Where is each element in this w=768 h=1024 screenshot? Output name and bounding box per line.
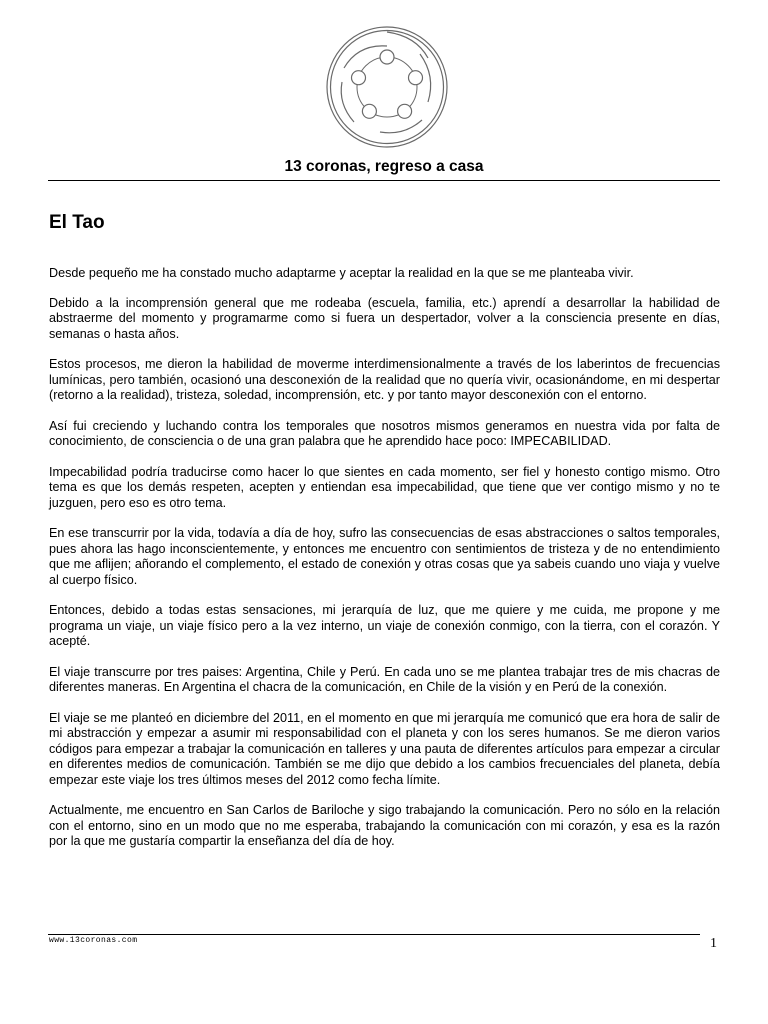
paragraph-3: Estos procesos, me dieron la habilidad de moverme interdimensionalmente a través de los laberintos de frecuencias lumínicas, pero también, ocasionó una desconexión de la realidad que no quería vivir, ocasionándome, en mi despertar (retorno a la realidad), tristeza, soledad, incomprensión, etc. y por tanto mayor desconexión con el entorno. — [49, 357, 720, 402]
header-divider — [48, 180, 720, 181]
footer-website-link[interactable]: www.13coronas.com — [49, 936, 138, 945]
body-text — [49, 266, 720, 865]
paragraph-4: Así fui creciendo y luchando contra los temporales que nosotros mismos generamos en nuestra vida por falta de conocimiento, de consciencia o de una gran palabra que he aprendido hace poco: IMPECABILIDAD. — [49, 418, 720, 448]
section-title: El Tao — [49, 212, 105, 233]
paragraph-7: Entonces, debido a todas estas sensaciones, mi jerarquía de luz, que me quiere y me cuida, me propone y me programa un viaje, un viaje físico pero a la vez interno, un viaje de conexión conmigo, con la tierra, con el corazón. Y acepté. — [49, 603, 720, 648]
paragraph-8: El viaje transcurre por tres paises: Argentina, Chile y Perú. En cada uno se me plantea trabajar tres de mis chacras de diferentes maneras. En Argentina el chacra de la comunicación, en Chile de la visión y en Perú de la conexión. — [49, 664, 720, 694]
paragraph-6: En ese transcurrir por la vida, todavía a día de hoy, sufro las consecuencias de esas abstracciones o saltos temporales, pues ahora las hago inconscientemente, y entonces me encuentro con sentimientos de tristeza y de no entendimiento que me aflijen; añorando el complemento, el estado de conexión y otras cosas que ya sabeis cuando uno viaja y vuelve al cuerpo físico. — [49, 526, 720, 587]
paragraph-2: Debido a la incomprensión general que me rodeaba (escuela, familia, etc.) aprendí a desarrollar la habilidad de abstraerme del momento y programarme como si fuera un despertador, volver a la consciencia presente en días, semanas o hasta años. — [49, 295, 720, 341]
document-header-title: 13 coronas, regreso a casa — [284, 158, 484, 175]
paragraph-1: Desde pequeño me ha constado mucho adaptarme y aceptar la realidad en la que se me planteaba vivir. — [49, 266, 634, 280]
footer-divider — [48, 934, 700, 935]
paragraph-5: Impecabilidad podría traducirse como hacer lo que sientes en cada momento, ser fiel y honesto contigo mismo. Otro tema es que los demás respeten, acepten y entiendan esa impecabilidad, que tiene que ver contigo mismo y no te juzguen, pero eso es otro tema. — [49, 464, 720, 510]
paragraph-9: El viaje se me planteó en diciembre del 2011, en el momento en que mi jerarquía me comunicó que era hora de salir de mi abstracción y empezar a asumir mi responsabilidad con el planeta y con los seres humanos. Se me dieron varios códigos para empezar a trabajar la comunicación en talleres y una pauta de diferentes artículos para empezar a circular en diferentes medios de comunicación. También se me dijo que debido a los cambios frecuenciales del planeta, debía empezar este viaje los tres últimos meses del 2012 como fecha límite. — [49, 710, 720, 787]
page-number: 1 — [710, 936, 717, 951]
circle-of-five-rings-logo — [324, 24, 450, 150]
paragraph-10: Actualmente, me encuentro en San Carlos de Bariloche y sigo trabajando la comunicación. Pero no sólo en la relación con el entorno, sino en un modo que no me esperaba, trabajando la comunicación con mi corazón, y esa es la razón por la que me gustaría compartir la enseñanza del día de hoy. — [49, 803, 720, 848]
